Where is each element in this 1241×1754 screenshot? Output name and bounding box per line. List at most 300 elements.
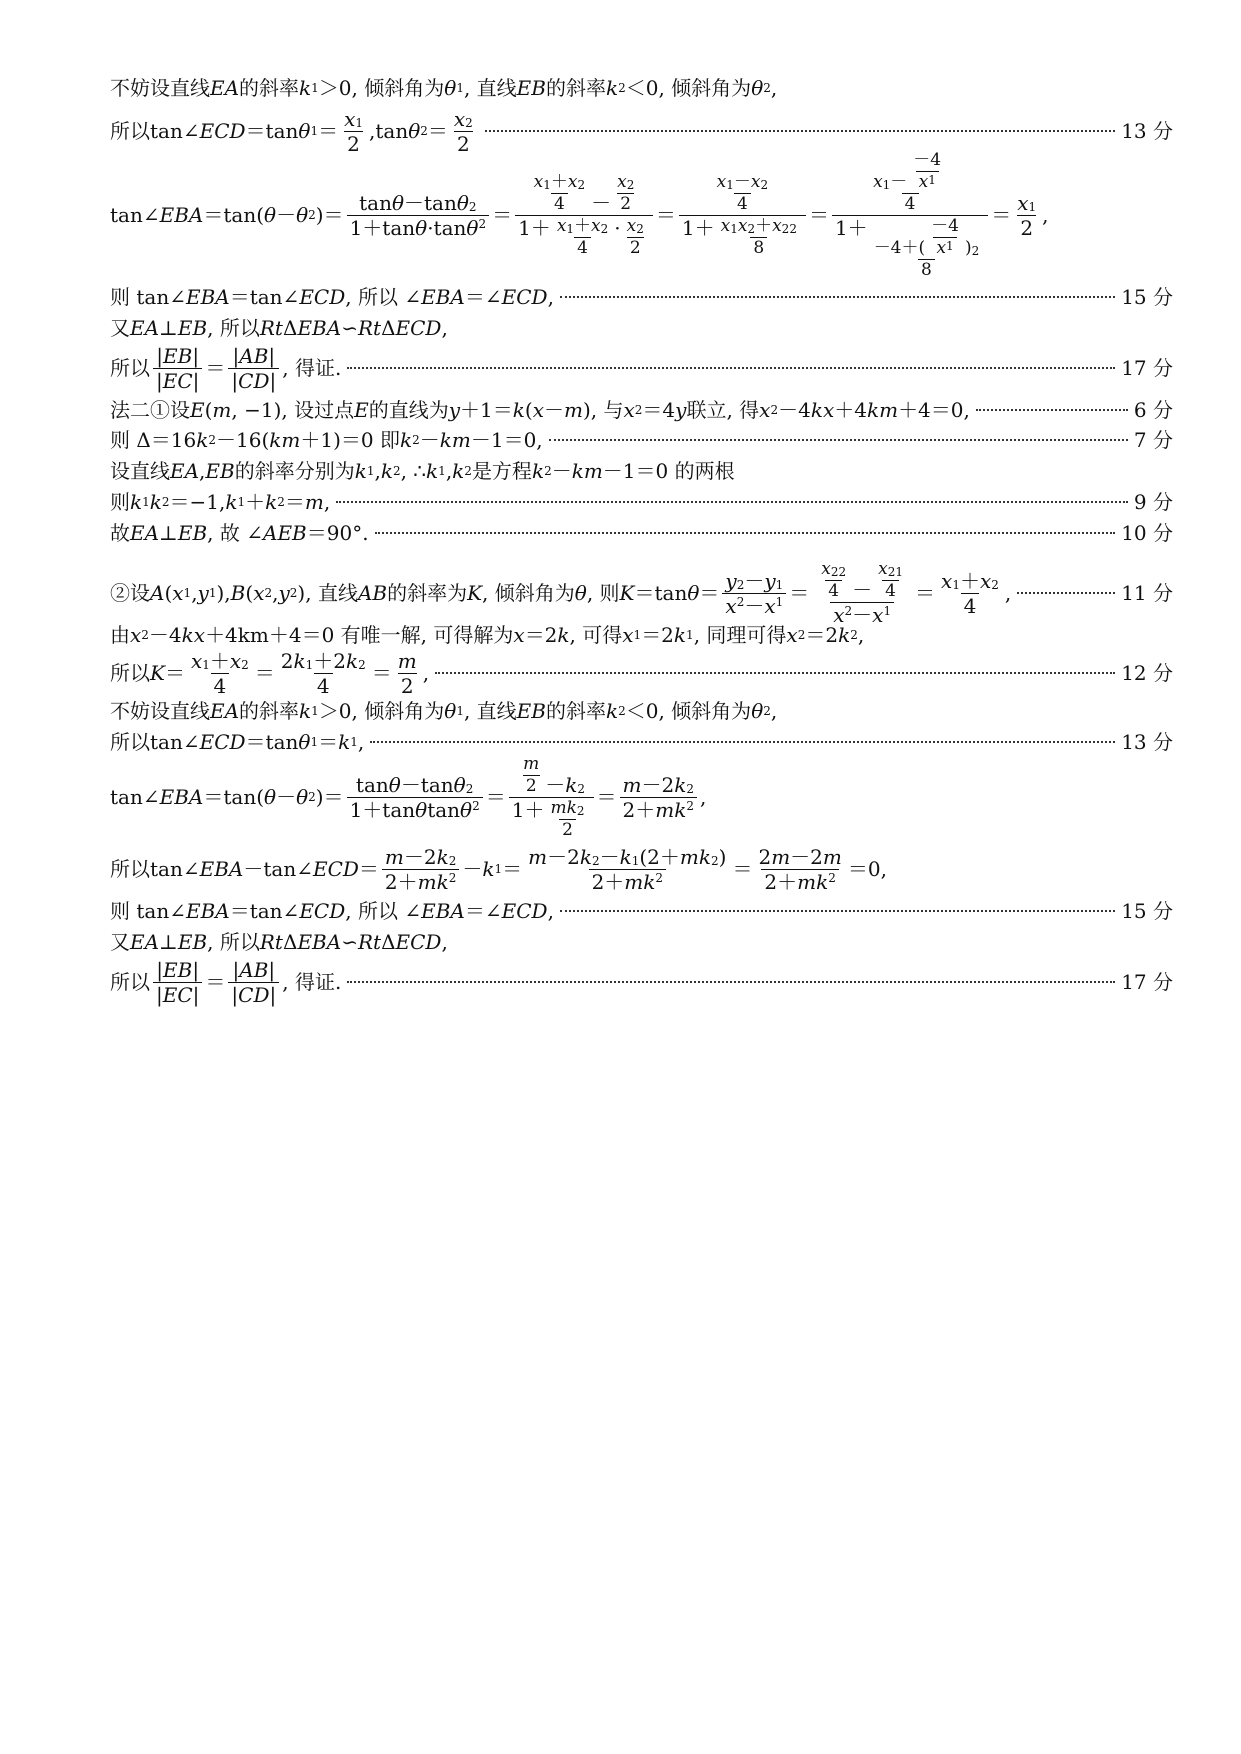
math-text: ), <box>216 581 231 605</box>
math-variable: km <box>439 428 471 452</box>
math-variable: mk <box>655 797 687 822</box>
fraction <box>718 215 800 258</box>
fraction <box>547 797 587 840</box>
subscript: 2 <box>618 81 626 95</box>
math-text: ＞0, 倾斜角为 <box>318 76 445 100</box>
fraction-denominator <box>515 215 653 257</box>
math-variable: y <box>448 398 461 422</box>
line-content <box>110 901 554 921</box>
math-variable: k <box>605 76 619 100</box>
math-variable: km <box>269 428 301 452</box>
math-text: ＝tan∠ <box>229 285 300 309</box>
math-text: 则 tan∠ <box>110 285 186 309</box>
math-text: ＝ <box>991 203 1012 227</box>
math-variable: y <box>764 568 776 593</box>
math-text: 1＋ <box>681 215 715 240</box>
superscript: 2 <box>830 565 839 579</box>
math-text: , 得证. <box>282 356 342 380</box>
math-variable: K <box>150 661 165 685</box>
math-variable: ECD <box>395 930 442 954</box>
fraction-numerator <box>230 957 279 982</box>
math-variable: E <box>354 398 369 422</box>
math-text: － <box>852 603 873 627</box>
dotted-leader <box>347 367 1115 369</box>
math-text: ②设 <box>110 581 150 605</box>
subscript: 2 <box>392 464 401 478</box>
math-text: | <box>232 957 240 982</box>
math-text: －tan <box>400 772 454 797</box>
fraction <box>515 171 653 258</box>
math-variable: K <box>619 581 635 605</box>
math-variable: m <box>304 490 324 514</box>
subscript: 2 <box>686 798 694 813</box>
math-variable: x <box>821 559 831 579</box>
fraction-denominator <box>509 797 594 839</box>
subscript: 2 <box>289 586 298 600</box>
math-text: , <box>770 699 778 723</box>
math-text: , <box>857 623 865 647</box>
math-text: , <box>422 661 430 685</box>
math-variable: m <box>822 844 842 869</box>
math-variable: x <box>1017 190 1029 215</box>
superscript: 2 <box>544 464 552 478</box>
math-text: , 得证. <box>282 970 342 994</box>
math-text: 的直线为 <box>368 398 449 422</box>
fraction <box>812 561 912 625</box>
dotted-leader <box>370 741 1115 743</box>
solution-line <box>110 523 1173 543</box>
math-variable: x <box>878 559 888 579</box>
math-text: ∽ <box>341 930 358 954</box>
math-variable: kx <box>181 623 206 647</box>
subscript: 1 <box>305 657 314 672</box>
math-variable: x <box>941 568 953 593</box>
subscript: 1 <box>633 628 642 642</box>
fraction-numerator <box>928 215 962 237</box>
subscript: 1 <box>494 862 503 876</box>
fraction-denominator <box>228 368 279 391</box>
math-text: ＝ <box>485 785 506 809</box>
math-text: ＋1)＝0 即 <box>300 428 400 452</box>
math-variable: θ <box>687 581 700 605</box>
fraction-denominator <box>882 580 899 600</box>
math-variable: x <box>737 215 748 236</box>
math-variable: EA <box>130 930 160 954</box>
math-text: ＝tan∠ <box>229 899 300 923</box>
subscript: 1 <box>631 853 640 868</box>
fraction-denominator <box>832 215 988 279</box>
math-text: －2 <box>641 772 675 797</box>
fraction-numerator <box>714 171 771 193</box>
math-text: ＝ <box>371 661 392 685</box>
math-variable: EA <box>210 76 240 100</box>
superscript: 2 <box>971 243 980 258</box>
math-variable: EA <box>130 521 160 545</box>
fraction-denominator <box>627 237 644 257</box>
fraction-numerator <box>624 215 647 237</box>
math-variable: mk <box>797 869 829 894</box>
math-text: | <box>192 343 200 368</box>
math-text: , 所以 <box>207 316 260 340</box>
math-text: , <box>199 459 206 483</box>
fraction-denominator <box>551 193 568 213</box>
fraction-numerator <box>614 171 637 193</box>
line-content <box>110 430 543 450</box>
math-variable: Rt <box>259 316 283 340</box>
math-variable: x <box>567 171 578 192</box>
math-text: ) <box>718 844 727 869</box>
solution-line <box>110 318 1173 338</box>
fraction <box>679 171 806 258</box>
subscript: 2 <box>591 853 600 868</box>
fraction <box>228 343 279 393</box>
subscript: 2 <box>828 870 836 885</box>
math-text: | <box>156 343 164 368</box>
math-variable: ECD <box>501 285 548 309</box>
math-variable: k <box>482 857 495 881</box>
math-variable: K <box>467 581 483 605</box>
subscript: 2 <box>600 221 609 236</box>
math-text: 是方程 <box>471 459 532 483</box>
fraction <box>153 957 202 1007</box>
superscript: 2 <box>141 628 149 642</box>
math-text: 2 <box>347 131 360 156</box>
fraction <box>871 215 983 280</box>
fraction-numerator <box>938 568 1002 593</box>
subscript: 2 <box>448 870 457 885</box>
subscript: 1 <box>730 221 738 236</box>
dotted-leader <box>549 439 1128 441</box>
math-text: 不妨设直线 <box>110 76 210 100</box>
fraction <box>347 772 483 822</box>
math-text: 2 <box>620 193 632 214</box>
dotted-leader <box>435 672 1115 674</box>
math-text: , <box>445 459 453 483</box>
fraction-numerator <box>620 772 697 797</box>
math-variable: mk <box>679 844 711 869</box>
math-text: ＝ <box>808 203 829 227</box>
fraction-numerator <box>278 648 369 673</box>
math-text: ＝∠ <box>464 285 502 309</box>
math-text: | <box>156 982 163 1007</box>
math-text: | <box>231 982 239 1007</box>
math-text: 2＋ <box>591 869 625 894</box>
math-text: 1＋ <box>518 215 551 240</box>
line-content <box>110 523 369 543</box>
math-text: , <box>699 785 707 809</box>
score-mark: 7 分 <box>1133 428 1173 452</box>
math-variable: k <box>673 623 687 647</box>
math-text: 由 <box>110 623 130 647</box>
subscript: 2 <box>277 495 285 509</box>
score-mark: 10 分 <box>1121 521 1173 545</box>
line-content <box>110 648 430 698</box>
subscript: 2 <box>838 565 847 579</box>
fraction-denominator <box>916 171 939 191</box>
math-text: 所以tan∠ <box>110 857 200 881</box>
math-text: ＝90°. <box>306 521 369 545</box>
math-variable: x <box>873 171 883 192</box>
math-variable: x <box>759 398 771 422</box>
math-text: | <box>192 368 200 393</box>
math-text: , 则 <box>586 581 620 605</box>
math-variable: k <box>149 490 162 514</box>
math-text: － <box>744 593 765 618</box>
subscript: 1 <box>310 124 319 138</box>
subscript: 1 <box>928 172 936 187</box>
math-text: － <box>276 203 297 227</box>
math-text: , <box>272 581 279 605</box>
dotted-leader <box>336 501 1128 503</box>
fraction <box>531 171 588 214</box>
math-variable: θ <box>466 215 479 240</box>
math-variable: y <box>197 581 209 605</box>
fraction-denominator <box>620 797 697 820</box>
subscript: 1 <box>183 586 192 600</box>
subscript: 2 <box>358 657 366 672</box>
math-variable: EBA <box>421 899 465 923</box>
math-text: ＝∠ <box>464 899 502 923</box>
math-text: 2 <box>562 819 573 840</box>
subscript: 2 <box>736 577 745 592</box>
fraction-denominator <box>750 237 767 257</box>
math-variable: k <box>346 648 359 673</box>
math-text: 4 <box>963 593 977 618</box>
fraction-numerator <box>353 772 476 797</box>
solution-line <box>110 701 1173 721</box>
math-text: ＝ <box>789 581 810 605</box>
line-content <box>110 492 330 512</box>
score-mark: 15 分 <box>1121 285 1173 309</box>
line-content <box>110 287 554 307</box>
math-variable: mk <box>417 869 449 894</box>
math-text: ＝−1, <box>169 490 226 514</box>
solution-line <box>110 106 1173 156</box>
subscript: 1 <box>952 577 960 592</box>
math-text: ＝ <box>358 857 379 881</box>
fraction-numerator <box>718 215 800 237</box>
fraction <box>509 753 594 840</box>
math-text: 4 <box>213 673 227 698</box>
dotted-leader <box>485 130 1115 132</box>
math-variable: x <box>622 623 634 647</box>
math-text: － <box>852 578 873 602</box>
math-text: 的斜率分别为 <box>234 459 355 483</box>
math-variable: ECD <box>501 899 548 923</box>
math-text: ＋1＝ <box>460 398 513 422</box>
math-variable: x <box>532 398 544 422</box>
math-text: | <box>232 343 240 368</box>
math-text: ＋4 <box>834 398 867 422</box>
math-text: | <box>269 368 277 393</box>
math-variable: m <box>528 844 548 869</box>
math-variable: θ <box>264 785 277 809</box>
math-text: | <box>269 982 277 1007</box>
dotted-leader <box>976 409 1128 411</box>
fraction <box>188 648 252 698</box>
score-mark: 6 分 <box>1133 398 1173 422</box>
subscript: 2 <box>465 781 474 796</box>
math-text: tan <box>355 772 389 797</box>
solution-line <box>110 957 1173 1007</box>
math-text: －16( <box>216 428 270 452</box>
math-text: ＞0, 倾斜角为 <box>318 699 445 723</box>
fraction-numerator <box>525 171 644 215</box>
solution-line <box>110 343 1173 393</box>
fraction-denominator <box>211 673 230 696</box>
fraction <box>554 215 611 258</box>
math-text: | <box>231 368 239 393</box>
math-variable: EBA <box>185 899 230 923</box>
math-text: | <box>268 957 276 982</box>
superscript: 2 <box>634 403 643 417</box>
math-variable: k <box>354 459 367 483</box>
subscript: 2 <box>850 628 858 642</box>
fraction <box>875 561 906 600</box>
score-mark: 17 分 <box>1121 970 1173 994</box>
math-text: Δ <box>381 316 396 340</box>
math-variable: Rt <box>259 930 283 954</box>
math-variable: ECD <box>395 316 442 340</box>
math-text: ＋ <box>209 648 230 673</box>
math-variable: AEB <box>263 521 307 545</box>
math-text: 2 <box>758 844 772 869</box>
math-text: tan∠ <box>110 785 160 809</box>
math-variable: k <box>436 844 449 869</box>
math-text: 则 Δ＝16 <box>110 428 197 452</box>
math-variable: EB <box>163 957 193 982</box>
subscript: 1 <box>883 604 892 618</box>
math-text: ＜0, 倾斜角为 <box>625 699 752 723</box>
math-variable: CD <box>238 368 270 393</box>
subscript: 2 <box>763 81 771 95</box>
math-text: 的斜率 <box>545 699 606 723</box>
math-text: , <box>357 730 365 754</box>
solution-line <box>110 461 1173 481</box>
fraction-denominator <box>574 237 591 257</box>
line-content <box>110 844 887 894</box>
math-text: 所以tan∠ <box>110 730 200 754</box>
solution-line <box>110 149 1173 280</box>
fraction-numerator <box>356 190 479 215</box>
math-variable: EBA <box>199 857 244 881</box>
subscript: 2 <box>736 594 745 609</box>
math-text: 联立, 得 <box>686 398 760 422</box>
math-text: ) <box>964 237 972 258</box>
math-text: tan <box>427 797 461 822</box>
math-variable: k <box>338 730 351 754</box>
subscript: 1 <box>566 221 575 236</box>
math-variable: x <box>617 171 627 192</box>
fraction-denominator <box>933 237 956 257</box>
math-text: －2 <box>790 844 823 869</box>
subscript: 2 <box>241 657 249 672</box>
fraction-denominator <box>1017 215 1036 238</box>
math-text: ·tan <box>427 215 467 240</box>
math-variable: EBA <box>159 203 204 227</box>
fraction-numerator <box>382 844 459 869</box>
math-variable: m <box>523 753 540 774</box>
math-text: ⊥ <box>159 930 178 954</box>
math-variable: k <box>531 459 545 483</box>
solution-line <box>110 430 1173 450</box>
math-variable: k <box>130 490 143 514</box>
math-text: － <box>599 844 620 869</box>
math-text: ＝ <box>427 119 448 143</box>
line-content <box>110 932 448 952</box>
subscript: 2 <box>686 781 694 796</box>
subscript: 1 <box>726 177 734 192</box>
math-variable: θ <box>751 699 764 723</box>
math-variable: AB <box>239 957 269 982</box>
math-variable: m <box>563 398 583 422</box>
math-variable: x <box>190 648 203 673</box>
fraction <box>382 844 459 894</box>
fraction-numerator <box>870 149 950 193</box>
math-variable: θ <box>456 190 469 215</box>
math-variable: k <box>674 772 687 797</box>
math-text: －4 <box>778 398 811 422</box>
fraction <box>818 561 849 600</box>
math-variable: EB <box>516 699 546 723</box>
math-variable: x <box>453 106 466 131</box>
math-variable: θ <box>460 797 473 822</box>
math-text: － <box>551 459 572 483</box>
fraction-denominator <box>347 215 490 238</box>
math-text: ＝2 <box>805 623 839 647</box>
math-text: , <box>323 490 331 514</box>
math-variable: EB <box>163 343 193 368</box>
math-text: Δ <box>381 930 396 954</box>
subscript: 2 <box>468 199 477 214</box>
math-text: ( <box>204 398 213 422</box>
dotted-leader <box>375 532 1116 534</box>
math-text: 法二①设 <box>110 398 190 422</box>
line-content <box>110 461 735 481</box>
solution-line <box>110 492 1173 512</box>
math-text: | <box>156 368 163 393</box>
dotted-leader <box>347 981 1115 983</box>
subscript: 1 <box>438 464 446 478</box>
math-text: －4 <box>913 149 942 170</box>
subscript: 2 <box>655 870 664 885</box>
math-text: ＝ <box>732 857 753 881</box>
math-text: ＝tan <box>245 119 299 143</box>
subscript: 1 <box>350 735 358 749</box>
superscript: 2 <box>770 403 779 417</box>
math-text: 1＋ <box>834 215 868 240</box>
math-variable: k <box>225 490 238 514</box>
math-text: ＝ <box>254 661 275 685</box>
line-content <box>110 318 448 338</box>
fraction-denominator <box>314 673 333 696</box>
fraction-denominator <box>398 673 417 696</box>
math-variable: θ <box>751 76 764 100</box>
fraction-numerator <box>708 171 777 215</box>
math-text: ＋2 <box>313 648 347 673</box>
math-text: －4 <box>148 623 182 647</box>
subscript: 1 <box>208 586 217 600</box>
math-variable: k <box>619 844 632 869</box>
math-variable: k <box>838 623 851 647</box>
fraction-numerator <box>520 753 542 775</box>
fraction-denominator <box>722 593 786 616</box>
subscript: 1 <box>237 495 246 509</box>
subscript: 2 <box>789 221 797 236</box>
math-text: － <box>545 772 566 797</box>
subscript: 2 <box>464 464 472 478</box>
math-variable: AB <box>239 343 269 368</box>
